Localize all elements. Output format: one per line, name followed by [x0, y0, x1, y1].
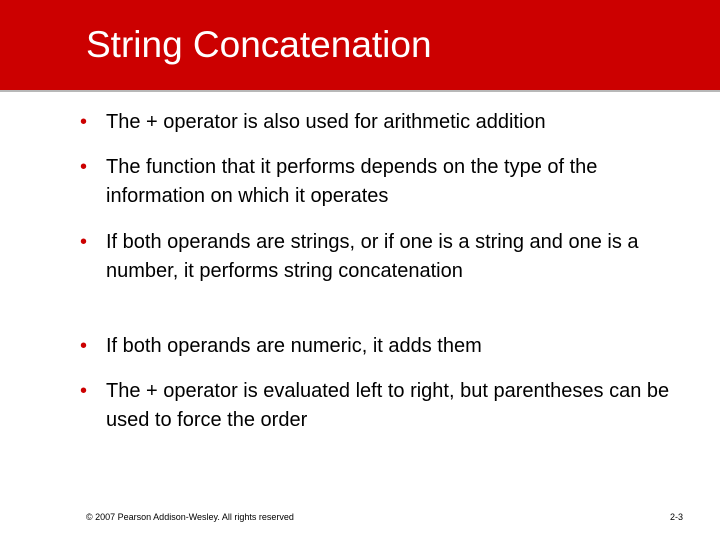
- bullet-icon: •: [80, 231, 88, 253]
- bullet-icon: •: [80, 111, 88, 133]
- bullet-item: [80, 108, 680, 137]
- bullet-text: The function that it performs depends on the type of the information on which it operates: [106, 156, 598, 207]
- bullet-icon: •: [80, 380, 88, 402]
- bullet-text: If both operands are numeric, it adds them: [106, 335, 482, 357]
- copyright-notice: © 2007 Pearson Addison-Wesley. All rights reserved: [86, 512, 294, 522]
- bullet-item: [80, 377, 680, 435]
- bullet-item: [80, 332, 680, 361]
- slide-title: String Concatenation: [86, 24, 432, 65]
- bullet-icon: •: [80, 335, 88, 357]
- bullet-icon: •: [80, 156, 88, 178]
- page-number: 2-3: [669, 512, 683, 522]
- bullet-item: [80, 153, 680, 211]
- bullet-item: [80, 228, 680, 286]
- bullet-text: If both operands are strings, or if one is a string and one is a number, it performs string concatenation: [106, 231, 639, 282]
- bullet-text: The + operator is evaluated left to right, but parentheses can be used to force the order: [106, 380, 670, 431]
- bullet-text: The + operator is also used for arithmetic addition: [106, 111, 546, 133]
